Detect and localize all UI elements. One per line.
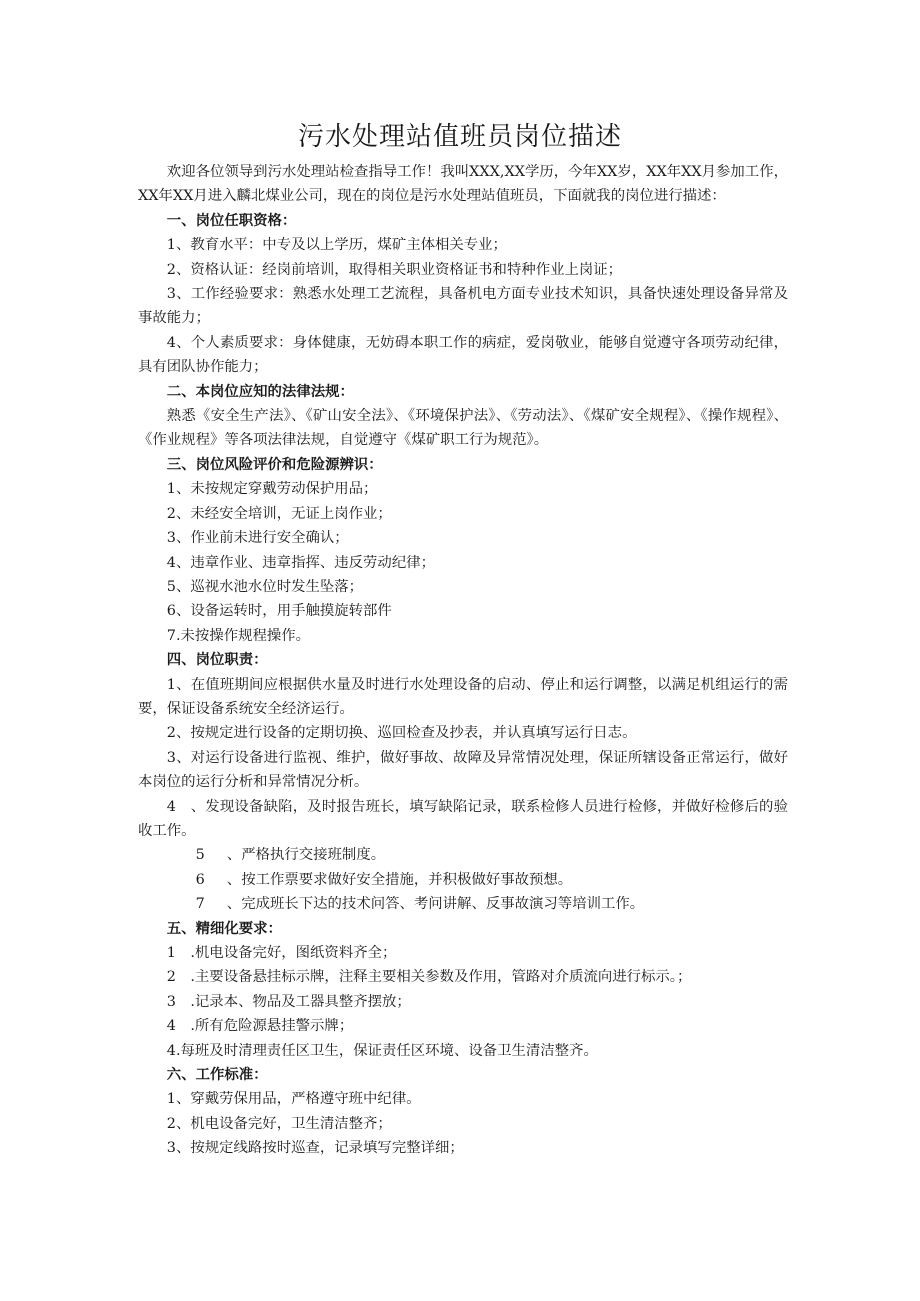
item-text: 、严格执行交接班制度。 [226, 847, 386, 864]
list-item [138, 892, 788, 916]
list-item: 2、未经安全培训，无证上岗作业； [166, 505, 392, 522]
list-item: 6、设备运转时，用手触摸旋转部件 [166, 603, 392, 620]
list-item: 3、工作经验要求：熟悉水处理工艺流程，具备机电方面专业技术知识，具备快速处理设备异常及事故能力； [138, 286, 788, 327]
page-title: 污水处理站值班员岗位描述 [297, 122, 622, 152]
item-number: 7 [195, 896, 205, 913]
section-heading-refinement: 五、精细化要求： [166, 920, 282, 937]
list-item: 5、巡视水池水位时发生坠落； [166, 578, 364, 595]
list-item: 2 .主要设备悬挂标示牌，注释主要相关参数及作用，管路对介质流向进行标示。； [166, 969, 692, 986]
list-item: 1、教育水平：中专及以上学历，煤矿主体相关专业； [166, 237, 507, 254]
list-item: 3 .记录本、物品及工器具整齐摆放； [166, 993, 411, 1010]
section-heading-standards: 六、工作标准： [166, 1067, 268, 1084]
section-heading-risks: 三、岗位风险评价和危险源辨识： [166, 456, 383, 473]
section-heading-laws: 二、本岗位应知的法律法规： [166, 383, 354, 400]
list-item: 4、个人素质要求：身体健康，无妨碍本职工作的病症，爱岗敬业，能够自觉遵守各项劳动纪律，具有团队协作能力； [138, 334, 788, 376]
item-text: 、按工作票要求做好安全措施，并积极做好事故预想。 [226, 871, 573, 888]
list-item: 3、对运行设备进行监视、维护，做好事故、故障及异常情况处理，保证所辖设备正常运行，做好本岗位的运行分析和异常情况分析。 [138, 749, 788, 791]
list-item: 2、按规定进行设备的定期切换、巡回检查及抄表，并认真填写运行日志。 [166, 725, 637, 742]
list-item: 4 、发现设备缺陷，及时报告班长，填写缺陷记录，联系检修人员进行检修，并做好检修后的验收工作。 [138, 798, 788, 839]
list-item: 2、资格认证：经岗前培训，取得相关职业资格证书和特种作业上岗证； [166, 261, 623, 278]
list-item: 4 .所有危险源悬挂警示牌； [166, 1018, 354, 1035]
list-item: 4.每班及时清理责任区卫生，保证责任区环境、设备卫生清洁整齐。 [166, 1042, 598, 1059]
intro-paragraph: 欢迎各位领导到污水处理站检查指导工作！我叫XXX,XX学历，今年XX岁，XX年XX月参加工作，XX年XX月进入麟北煤业公司，现在的岗位是污水处理站值班员，下面就我的岗位进行描述： [138, 164, 788, 205]
list-item: 1、穿戴劳保用品，严格遵守班中纪律。 [166, 1091, 421, 1108]
list-item: 1、未按规定穿戴劳动保护用品； [166, 481, 378, 498]
document-body [138, 160, 788, 1161]
item-number: 5 [195, 847, 205, 864]
laws-paragraph: 熟悉《安全生产法》、《矿山安全法》、《环境保护法》、《劳动法》、《煤矿安全规程》、《操作规程》、《作业规程》等各项法律法规，自觉遵守《煤矿职工行为规范》。 [138, 408, 788, 449]
list-item [138, 868, 788, 892]
section-heading-qualifications: 一、岗位任职资格： [166, 212, 297, 229]
list-item: 7.未按操作规程操作。 [166, 627, 311, 644]
list-item: 2、机电设备完好，卫生清洁整齐； [166, 1115, 392, 1132]
list-item: 1 .机电设备完好，图纸资料齐全； [166, 945, 397, 961]
item-text: 、完成班长下达的技术问答、考问讲解、反事故演习等培训工作。 [226, 896, 645, 913]
list-item [138, 843, 788, 867]
list-item: 3、作业前未进行安全确认； [166, 530, 349, 547]
item-number: 6 [195, 871, 205, 888]
section-heading-duties: 四、岗位职责： [166, 652, 268, 669]
list-item: 1、在值班期间应根据供水量及时进行水处理设备的启动、停止和运行调整，以满足机组运行的需要，保证设备系统安全经济运行。 [138, 676, 788, 717]
list-item: 3、按规定线路按时巡查，记录填写完整详细； [166, 1140, 464, 1157]
list-item: 4、违章作业、违章指挥、违反劳动纪律； [166, 554, 435, 571]
